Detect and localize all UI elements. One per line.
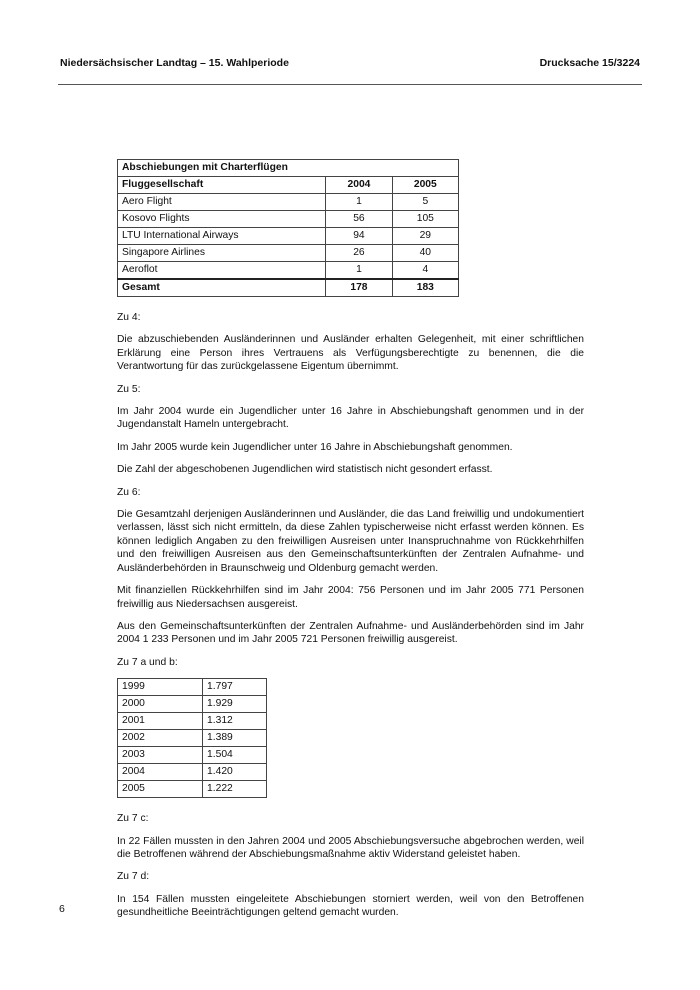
section-heading-zu4: Zu 4: — [117, 312, 141, 323]
section-heading-zu6: Zu 6: — [117, 486, 141, 498]
table-row — [118, 245, 459, 262]
paragraph-zu6-3: Aus den Gemeinschaftsunterkünften der Zentralen Aufnahme- und Ausländerbehörden sind im Jahr 2004 1 233 Personen und im Jahr 2005 721 Personen freiwillig ausgereist. — [117, 620, 584, 646]
value-2004: 94 — [326, 228, 392, 245]
paragraph-zu7c: In 22 Fällen mussten in den Jahren 2004 und 2005 Abschiebungsversuche abgebrochen werden, weil die Betroffenen während der Abschiebungsmaßnahme aktiv Widerstand geleistet haben. — [117, 835, 584, 860]
paragraph-zu5-2: Im Jahr 2005 wurde kein Jugendlicher unter 16 Jahre in Abschiebungshaft genommen. — [117, 441, 513, 453]
column-header-2005: 2005 — [392, 177, 458, 194]
charter-table-title: Abschiebungen mit Charterflügen — [118, 160, 459, 177]
value-2004: 26 — [326, 245, 392, 262]
table-row — [118, 713, 267, 730]
table-total-row — [118, 279, 459, 297]
count-cell: 1.222 — [203, 781, 267, 798]
section-heading-zu7c: Zu 7 c: — [117, 813, 149, 825]
airline-name: Kosovo Flights — [118, 211, 326, 228]
page-header — [60, 57, 640, 69]
paragraph-zu5-3: Die Zahl der abgeschobenen Jugendlichen wird statistisch nicht gesondert erfasst. — [117, 464, 493, 476]
value-2004: 1 — [326, 194, 392, 211]
page-content — [117, 159, 584, 920]
header-left-title: Niedersächsischer Landtag – 15. Wahlperiode — [60, 57, 289, 69]
value-2005: 29 — [392, 228, 458, 245]
paragraph-zu5-1: Im Jahr 2004 wurde ein Jugendlicher unter 16 Jahre in Abschiebungshaft genommen und in der Jugendanstalt Hameln untergebracht. — [117, 406, 584, 431]
charter-table-header-row — [118, 177, 459, 194]
airline-name: Singapore Airlines — [118, 245, 326, 262]
total-2004: 178 — [326, 279, 392, 297]
header-document-number: Drucksache 15/3224 — [539, 57, 640, 69]
paragraph-zu6-1: Die Gesamtzahl derjenigen Ausländerinnen und Ausländer, die das Land freiwillig und undokumentiert verlassen, lässt sich nicht ermitteln, da diese Zahlen typischerweise nicht erfasst werden können. Es können lediglich Angaben zu den freiwilligen Ausreisen unter Inanspruchnahme von Rückkehrhilfen und den freiwilligen Ausreisen aus den Gemeinschaftsunterkünften der Zentralen Aufnahme- und Ausländerbehörden in Braunschweig und Oldenburg gemacht werden. — [117, 509, 584, 574]
value-2005: 40 — [392, 245, 458, 262]
paragraph-zu7d: In 154 Fällen mussten eingeleitete Abschiebungen storniert werden, weil von den Betroffenen gesundheitliche Beeinträchtigungen geltend gemacht wurden. — [117, 893, 584, 919]
table-row — [118, 262, 459, 280]
year-cell: 2001 — [118, 713, 203, 730]
count-cell: 1.797 — [203, 679, 267, 696]
year-cell: 2000 — [118, 696, 203, 713]
year-cell: 2003 — [118, 747, 203, 764]
total-label: Gesamt — [118, 279, 326, 297]
count-cell: 1.389 — [203, 730, 267, 747]
column-header-2004: 2004 — [326, 177, 392, 194]
section-heading-zu7d: Zu 7 d: — [117, 871, 150, 883]
table-row — [118, 730, 267, 747]
count-cell: 1.312 — [203, 713, 267, 730]
table-row — [118, 194, 459, 211]
table-row — [118, 211, 459, 228]
section-heading-zu7ab: Zu 7 a und b: — [117, 656, 178, 668]
total-2005: 183 — [392, 279, 458, 297]
column-header-airline: Fluggesellschaft — [118, 177, 326, 194]
yearly-figures-table — [117, 678, 267, 798]
count-cell: 1.929 — [203, 696, 267, 713]
paragraph-zu6-2: Mit finanziellen Rückkehrhilfen sind im Jahr 2004: 756 Personen und im Jahr 2005 771 Personen freiwillig aus Niedersachsen ausgereist. — [117, 585, 584, 610]
table-row — [118, 228, 459, 245]
value-2004: 1 — [326, 262, 392, 280]
table-row — [118, 764, 267, 781]
year-cell: 2004 — [118, 764, 203, 781]
value-2005: 4 — [392, 262, 458, 280]
count-cell: 1.504 — [203, 747, 267, 764]
airline-name: LTU International Airways — [118, 228, 326, 245]
charter-flights-table — [117, 159, 459, 297]
airline-name: Aeroflot — [118, 262, 326, 280]
table-row — [118, 747, 267, 764]
table-row — [118, 696, 267, 713]
value-2005: 5 — [392, 194, 458, 211]
year-cell: 2005 — [118, 781, 203, 798]
year-cell: 1999 — [118, 679, 203, 696]
table-row — [118, 781, 267, 798]
section-heading-zu5: Zu 5: — [117, 383, 141, 395]
value-2005: 105 — [392, 211, 458, 228]
paragraph-zu4: Die abzuschiebenden Ausländerinnen und Ausländer erhalten Gelegenheit, mit einer schriftlichen Erklärung eine Person ihres Vertrauens als Verfügungsberechtigte zu benennen, die die Verantwortung für das zurückgelassene Eigentum übernimmt. — [117, 334, 584, 373]
year-cell: 2002 — [118, 730, 203, 747]
airline-name: Aero Flight — [118, 194, 326, 211]
count-cell: 1.420 — [203, 764, 267, 781]
page-number: 6 — [59, 903, 65, 915]
value-2004: 56 — [326, 211, 392, 228]
header-divider — [58, 84, 642, 85]
table-row — [118, 679, 267, 696]
